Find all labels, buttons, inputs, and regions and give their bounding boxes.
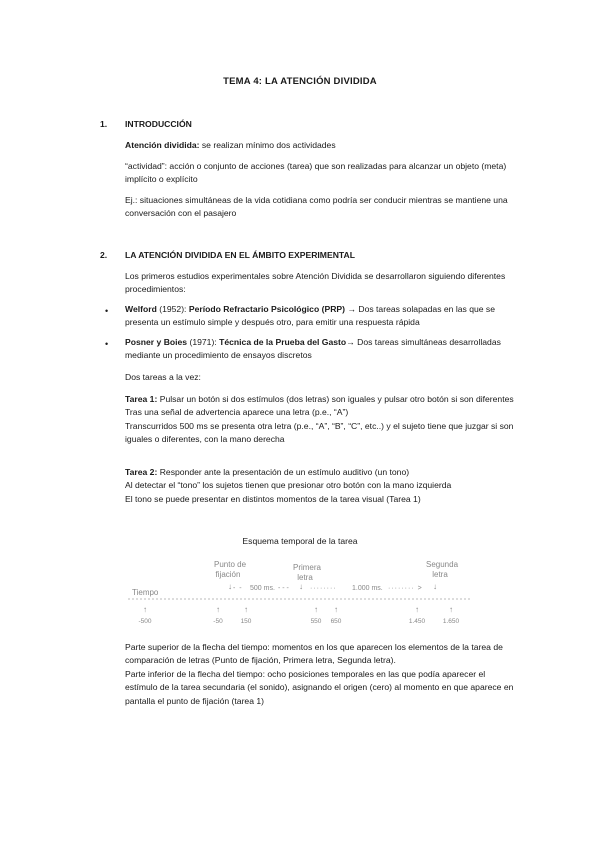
section2-number: 2. xyxy=(100,250,108,260)
page-title: TEMA 4: LA ATENCIÓN DIVIDIDA xyxy=(223,76,377,87)
label-tiempo: Tiempo xyxy=(132,588,159,597)
posner-item xyxy=(125,336,515,363)
posner-year: (1971): xyxy=(187,337,220,347)
tarea2-line3: El tono se puede presentar en distintos momentos de la tarea visual (Tarea 1) xyxy=(125,493,421,504)
tick-label: 150 xyxy=(240,618,252,625)
section2-intro: Los primeros estudios experimentales sobre Atención Dividida se desarrollaron siguiendo diferentes procedimientos: xyxy=(125,271,506,295)
down-arrow-icon: ↓ xyxy=(433,582,437,591)
tarea1-line3: Transcurridos 500 ms se presenta otra letra (p.e., “A”, “B”, “C”, etc..) y el sujeto tiene que juzgar si son iguales o diferentes, con la mano derecha xyxy=(125,420,514,444)
label-segunda-l2: letra xyxy=(432,570,448,579)
tarea1-label: Tarea 1: xyxy=(125,394,158,404)
welford-year: (1952): xyxy=(156,304,189,314)
interval-dots-left: - - xyxy=(233,585,243,592)
tick-label: 1.650 xyxy=(442,618,460,625)
welford-name: Welford xyxy=(125,304,157,314)
timeline-figure xyxy=(120,555,480,630)
label-segunda-l1: Segunda xyxy=(425,560,459,569)
bullet-dot: • xyxy=(105,339,109,349)
tick-label: 650 xyxy=(330,618,342,625)
down-arrow-icon: ↓ xyxy=(299,582,303,591)
section1-heading: INTRODUCCIÓN xyxy=(125,119,192,129)
dos-tareas-label: Dos tareas a la vez: xyxy=(125,372,201,382)
figure-caption: Esquema temporal de la tarea xyxy=(242,536,358,546)
explain-bottom: Parte inferior de la flecha del tiempo: ocho posiciones temporales en las que podía aparecer el estímulo de la tarea secundaria (el sonido), asignando el origen (cero) al momento en que aparece en pantalla el punto de fijación (tarea 1) xyxy=(125,669,514,706)
tick-label: 1.450 xyxy=(408,618,426,625)
tick-label: -500 xyxy=(138,618,152,625)
interval-dots-mid: ········ xyxy=(310,585,337,592)
up-arrow-icon: ↑ xyxy=(216,605,220,614)
section2-heading: LA ATENCIÓN DIVIDIDA EN EL ÁMBITO EXPERIMENTAL xyxy=(125,250,355,260)
section1-number: 1. xyxy=(100,119,108,129)
down-arrow-icon: ↓ xyxy=(228,582,232,591)
ejemplo-paragraph: Ej.: situaciones simultáneas de la vida cotidiana como podría ser conducir mientras se mantiene una conversación con el pasajero xyxy=(125,195,508,219)
up-arrow-icon: ↑ xyxy=(314,605,318,614)
posner-description: → Dos tareas simultáneas desarrolladas mediante un procedimiento de ensayos discretos xyxy=(125,337,501,361)
definition-term: Atención dividida: xyxy=(125,140,200,150)
up-arrow-icon: ↑ xyxy=(415,605,419,614)
welford-technique: Período Refractario Psicológico (PRP) xyxy=(188,304,345,314)
label-punto-l2: fijación xyxy=(215,570,241,579)
interval-dots-right: ········ > xyxy=(388,585,423,592)
label-punto-l1: Punto de xyxy=(213,560,247,569)
up-arrow-icon: ↑ xyxy=(334,605,338,614)
up-arrow-icon: ↑ xyxy=(244,605,248,614)
up-arrow-icon: ↑ xyxy=(449,605,453,614)
tarea1-line2: Tras una señal de advertencia aparece una letra (p.e., “A”) xyxy=(125,407,349,418)
timeline-svg xyxy=(120,555,480,630)
tick-label: 550 xyxy=(310,618,322,625)
explain-top: Parte superior de la flecha del tiempo: momentos en los que aparecen los elementos de la tarea de comparación de letras (Punto de fijación, Primera letra, Segunda letra). xyxy=(125,642,503,666)
tarea1-block xyxy=(125,393,515,446)
interval-dashes: - - - xyxy=(278,585,289,592)
actividad-paragraph: “actividad”: acción o conjunto de acciones (tarea) que son realizadas para alcanzar un objeto (meta) implícito o explícito xyxy=(125,161,507,185)
label-primera-l2: letra xyxy=(297,573,313,582)
definition-paragraph xyxy=(125,139,515,152)
tarea2-text: Responder ante la presentación de un estímulo auditivo (un tono) xyxy=(157,467,410,477)
welford-description: → Dos tareas solapadas en las que se presenta un estímulo simple y después otro, para emitir una respuesta rápida xyxy=(125,304,496,328)
welford-item xyxy=(125,303,515,330)
tarea1-text: Pulsar un botón si dos estímulos (dos letras) son iguales y pulsar otro botón si son diferentes xyxy=(157,394,514,404)
label-primera-l1: Primera xyxy=(292,563,322,572)
definition-text: se realizan mínimo dos actividades xyxy=(199,140,336,150)
tarea2-block xyxy=(125,466,515,506)
tarea2-line2: Al detectar el “tono” los sujetos tienen que presionar otro botón con la mano izquierda xyxy=(125,480,452,491)
up-arrow-icon: ↑ xyxy=(143,605,147,614)
bullet-dot: • xyxy=(105,306,109,316)
tarea2-label: Tarea 2: xyxy=(125,467,158,477)
timeline-ticks xyxy=(138,605,459,625)
interval-1000: 1.000 ms. xyxy=(352,585,383,592)
tick-label: -50 xyxy=(213,618,223,625)
posner-technique: Técnica de la Prueba del Gasto xyxy=(219,337,347,347)
interval-500: 500 ms. xyxy=(250,585,275,592)
posner-name: Posner y Boies xyxy=(125,337,188,347)
